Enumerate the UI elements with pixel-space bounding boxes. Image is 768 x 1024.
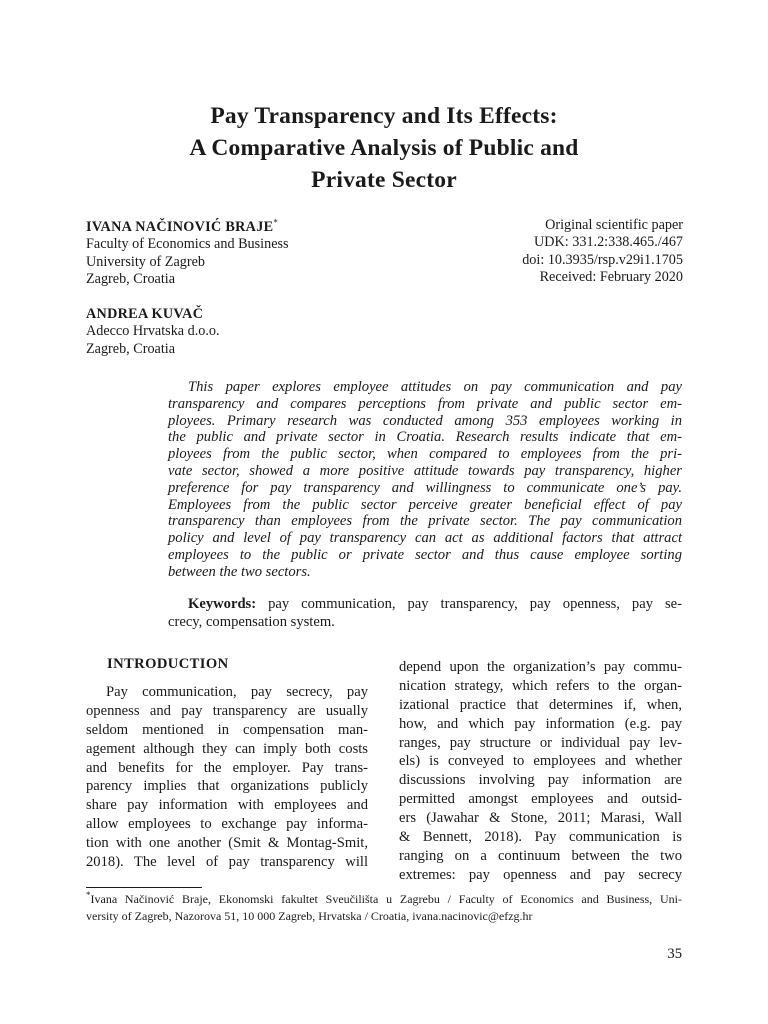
abstract xyxy=(168,379,682,581)
body-line: ers (Jawahar & Stone, 2011; Marasi, Wall xyxy=(399,810,682,827)
keywords-label: Keywords: xyxy=(188,596,257,612)
affiliation-line: Zagreb, Croatia xyxy=(86,340,176,357)
title-line: A Comparative Analysis of Public and xyxy=(189,135,579,161)
abstract-line: the public and private sector in Croatia. Research results indicate that em- xyxy=(168,429,682,446)
title-line: Private Sector xyxy=(311,167,457,193)
keywords xyxy=(168,595,682,631)
abstract-line: transparency than employees from the private sector. The pay communication xyxy=(168,513,682,530)
author-footnote-mark: * xyxy=(273,217,278,228)
body-line: parency implies that organizations publicly xyxy=(86,778,368,795)
paper-doi: doi: 10.3935/rsp.v29i1.1705 xyxy=(522,251,683,268)
body-line: nication strategy, which refers to the organ- xyxy=(399,677,682,694)
abstract-line: between the two sectors. xyxy=(168,563,311,580)
body-column-right xyxy=(399,658,682,885)
body-line: depend upon the organization’s pay commu- xyxy=(399,659,682,675)
paper-received: Received: February 2020 xyxy=(539,269,683,286)
abstract-line: employees to the public or private sector and thus cause employee sorting xyxy=(168,546,682,563)
author-block-1 xyxy=(86,219,289,289)
body-line: ranges, pay structure or individual pay lev- xyxy=(399,734,682,751)
paper-udk: UDK: 331.2:338.465./467 xyxy=(534,234,683,251)
abstract-line: Employees from the public sector perceive greater beneficial effect of pay xyxy=(168,496,682,513)
paper-metadata xyxy=(522,217,683,287)
body-line: permitted amongst employees and outsid- xyxy=(399,791,682,808)
section-heading: INTRODUCTION xyxy=(107,656,229,672)
paper-type: Original scientific paper xyxy=(545,217,683,233)
body-line: & Bennett, 2018). Pay communication is xyxy=(399,829,682,846)
body-line: openness and pay transparency are usually xyxy=(86,702,368,719)
affiliation-line: Zagreb, Croatia xyxy=(86,271,176,288)
abstract-line: vate sector, showed a more positive attitude towards pay transparency, higher xyxy=(168,462,682,479)
body-line: izational practice that determines if, when, xyxy=(399,696,682,713)
title-line: Pay Transparency and Its Effects: xyxy=(210,103,558,129)
abstract-line: ployees. Primary research was conducted among 353 employees working in xyxy=(168,412,682,429)
affiliation-line: Adecco Hrvatska d.o.o. xyxy=(86,323,220,340)
body-line: and benefits for the employer. Pay trans- xyxy=(86,759,368,776)
footnote-line: versity of Zagreb, Nazorova 51, 10 000 Zagreb, Hrvatska / Croatia, ivana.nacinovic@efzg.hr xyxy=(86,908,533,923)
body-line: seldom mentioned in compensation man- xyxy=(86,721,368,738)
author-name: IVANA NAČINOVIĆ BRAJE xyxy=(86,219,274,235)
body-line: how, and which pay information (e.g. pay xyxy=(399,715,682,732)
body-line: allow employees to exchange pay informa- xyxy=(86,816,368,833)
affiliation-line: Faculty of Economics and Business xyxy=(86,236,289,253)
author-name: ANDREA KUVAČ xyxy=(86,306,204,322)
footnote-mark: * xyxy=(86,890,91,900)
abstract-line: ployees from the public sector, when compared to employees from the pri- xyxy=(168,446,682,463)
body-line: extremes: pay openness and pay secrecy xyxy=(399,866,682,883)
affiliation-line: University of Zagreb xyxy=(86,253,205,270)
body-line: 2018). The level of pay transparency will xyxy=(86,854,368,871)
body-column-left xyxy=(86,683,368,872)
abstract-line: policy and level of pay transparency can act as additional factors that attract xyxy=(168,530,682,547)
abstract-line: transparency and compares perceptions from private and public sector em- xyxy=(168,395,682,412)
abstract-line: preference for pay transparency and willingness to communicate one’s pay. xyxy=(168,479,682,496)
body-line: agement although they can imply both costs xyxy=(86,740,368,757)
body-line: tion with one another (Smit & Montag-Smit, xyxy=(86,835,368,852)
body-line: share pay information with employees and xyxy=(86,797,368,814)
body-line: ranging on a continuum between the two xyxy=(399,847,682,864)
footnote-divider xyxy=(86,887,202,888)
page-number: 35 xyxy=(667,946,682,962)
body-line: els) is conveyed to employees and whether xyxy=(399,753,682,770)
paper-title xyxy=(80,100,688,196)
keywords-text: crecy, compensation system. xyxy=(168,614,335,630)
author-block-2 xyxy=(86,306,220,358)
body-line: Pay communication, pay secrecy, pay xyxy=(106,684,368,700)
footnote xyxy=(86,891,682,924)
body-line: discussions involving pay information are xyxy=(399,772,682,789)
keywords-text: pay communication, pay transparency, pay openness, pay se- xyxy=(268,596,682,612)
abstract-line: This paper explores employee attitudes on pay communication and pay xyxy=(188,379,682,395)
footnote-line: Ivana Načinović Braje, Ekonomski fakultet Sveučilišta u Zagrebu / Faculty of Economics and Business, Uni- xyxy=(90,892,682,906)
